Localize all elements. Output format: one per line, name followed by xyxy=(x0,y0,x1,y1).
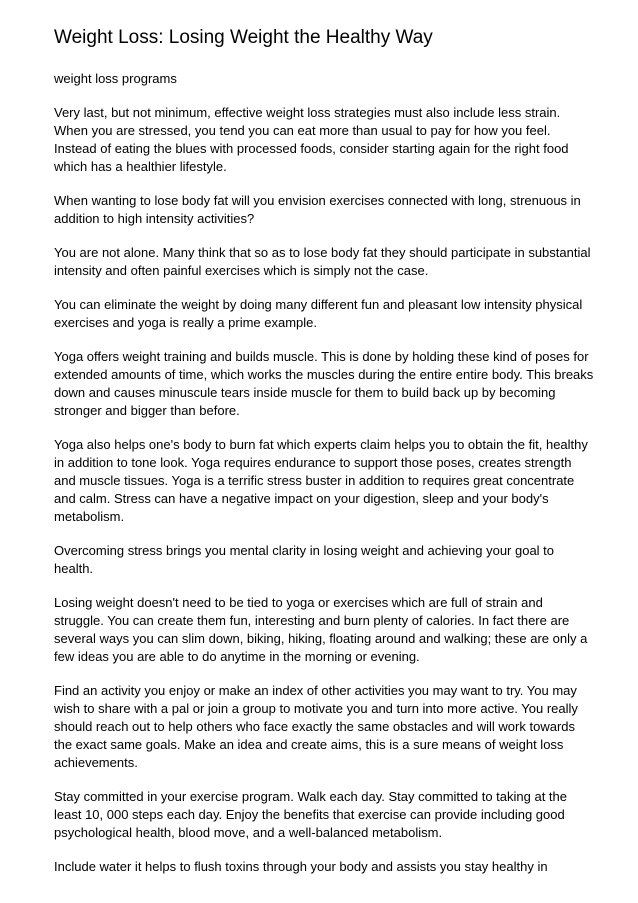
paragraph: Include water it helps to flush toxins through your body and assists you stay healthy in xyxy=(54,859,548,874)
paragraph: Yoga also helps one's body to burn fat which experts claim helps you to obtain the fit, healthy in addition to tone look. Yoga requires endurance to support those poses, creates strength and muscle tissues. Yoga is a terrific stress buster in addition to requires great concentrate and calm. Stress can have a negative impact on your digestion, sleep and your body's metabolism. xyxy=(54,437,588,524)
page-title: Weight Loss: Losing Weight the Healthy Way xyxy=(54,27,433,48)
paragraph: Overcoming stress brings you mental clarity in losing weight and achieving your goal to health. xyxy=(54,543,555,576)
paragraph: Very last, but not minimum, effective weight loss strategies must also include less strain. When you are stressed, you tend you can eat more than usual to pay for how you feel. Instead of eating the blues with processed foods, consider starting again for the right food which has a healthier lifestyle. xyxy=(54,105,569,174)
paragraph: Losing weight doesn't need to be tied to yoga or exercises which are full of strain and struggle. You can create them fun, interesting and burn plenty of calories. In fact there are several ways you can slim down, biking, hiking, floating around and walking; these are only a few ideas you are able to do anytime in the morning or evening. xyxy=(54,595,588,664)
paragraph: When wanting to lose body fat will you envision exercises connected with long, strenuous in addition to high intensity activities? xyxy=(54,193,581,226)
paragraph: Yoga offers weight training and builds muscle. This is done by holding these kind of poses for extended amounts of time, which works the muscles during the entire entire body. This breaks down and causes minuscule tears inside muscle for them to build back up by becoming stronger and bigger than before. xyxy=(54,349,594,418)
paragraph: Stay committed in your exercise program. Walk each day. Stay committed to taking at the least 10, 000 steps each day. Enjoy the benefits that exercise can provide including good psychological health, blood move, and a well-balanced metabolism. xyxy=(54,789,567,840)
paragraph: You can eliminate the weight by doing many different fun and pleasant low intensity physical exercises and yoga is really a prime example. xyxy=(54,297,583,330)
paragraph: You are not alone. Many think that so as to lose body fat they should participate in substantial intensity and often painful exercises which is simply not the case. xyxy=(54,245,591,278)
document-subtitle: weight loss programs xyxy=(54,71,177,86)
document-page xyxy=(54,26,594,892)
paragraph: Find an activity you enjoy or make an index of other activities you may want to try. You may wish to share with a pal or join a group to motivate you and turn into more active. You really should reach out to help others who face exactly the same obstacles and will work towards the exact same goals. Make an idea and create aims, this is a sure means of weight loss achievements. xyxy=(54,683,578,770)
